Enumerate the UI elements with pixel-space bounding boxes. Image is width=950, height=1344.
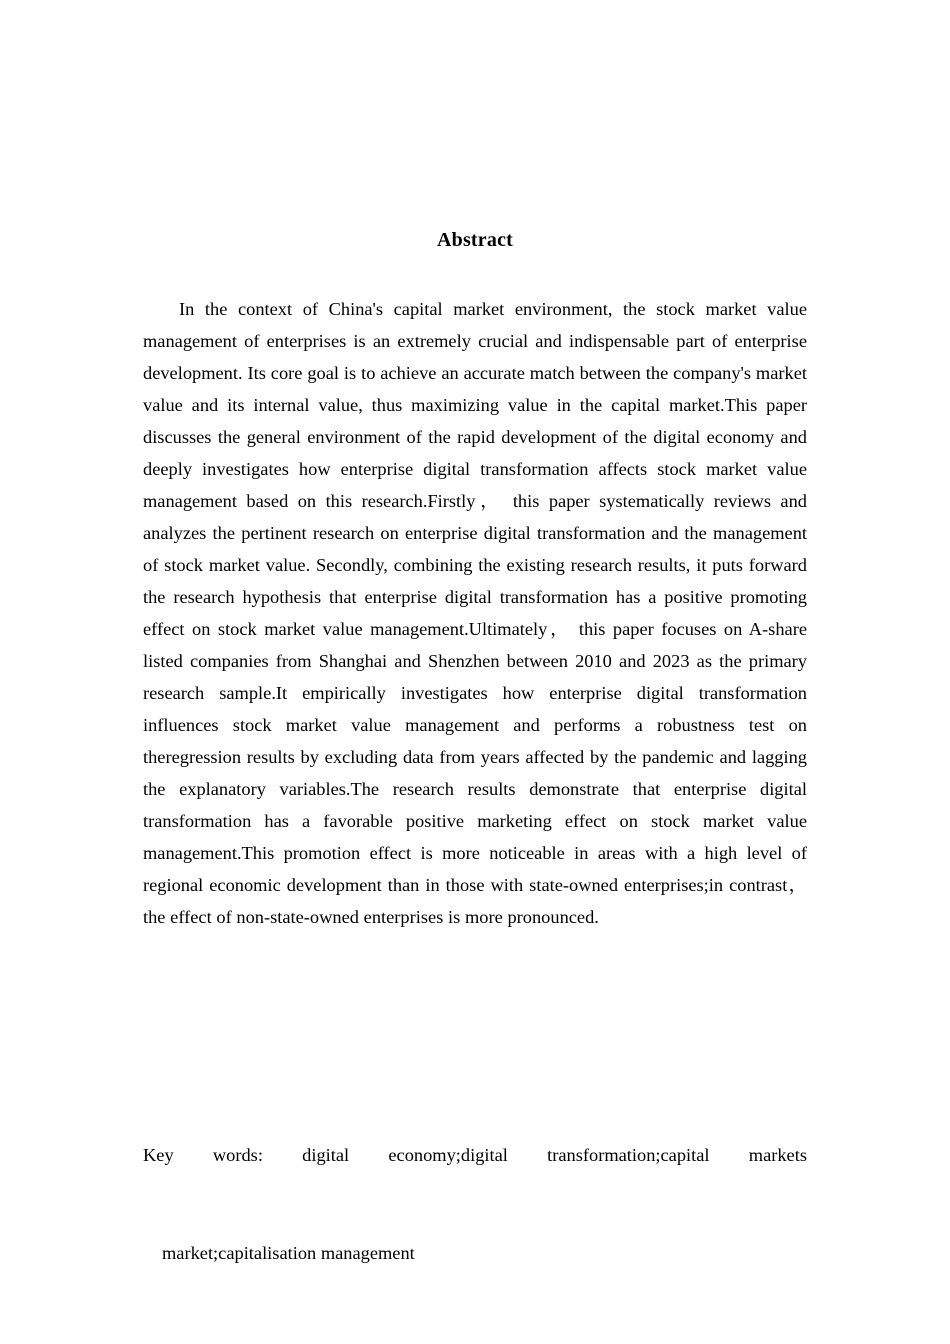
keywords-values-line-2: market;capitalisation management [162, 1243, 415, 1263]
keywords-block [143, 1131, 807, 1278]
page-title: Abstract [436, 229, 514, 251]
abstract-paragraph: In the context of China's capital market environment, the stock market value management of enterprises is an extremely crucial and indispensable part of enterprise development. Its core goal is to achieve an accurate match between the company's market value and its internal value, thus maximizing value in the capital market.This paper discusses the general environment of the rapid development of the digital economy and deeply investigates how enterprise digital transformation affects stock market value management based on this research.Firstly， this paper systematically reviews and analyzes the pertinent research on enterprise digital transformation and the management of stock market value. Secondly, combining the existing research results, it puts forward the research hypothesis that enterprise digital transformation has a positive promoting effect on stock market value management.Ultimately， this paper focuses on A-share listed companies from Shanghai and Shenzhen between 2010 and 2023 as the primary research sample.It empirically investigates how enterprise digital transformation influences stock market value management and performs a robustness test on theregression results by excluding data from years affected by the pandemic and lagging the explanatory variables.The research results demonstrate that enterprise digital transformation has a favorable positive marketing effect on stock market value management.This promotion effect is more noticeable in areas with a high level of regional economic development than in those with state-owned enterprises;in contrast， the effect of non-state-owned enterprises is more pronounced. [143, 299, 807, 927]
keywords-label: Key words: [143, 1145, 263, 1165]
keywords-line-first [143, 1131, 807, 1229]
keywords-values-line-1: digital economy;digital transformation;capital markets [302, 1145, 807, 1165]
